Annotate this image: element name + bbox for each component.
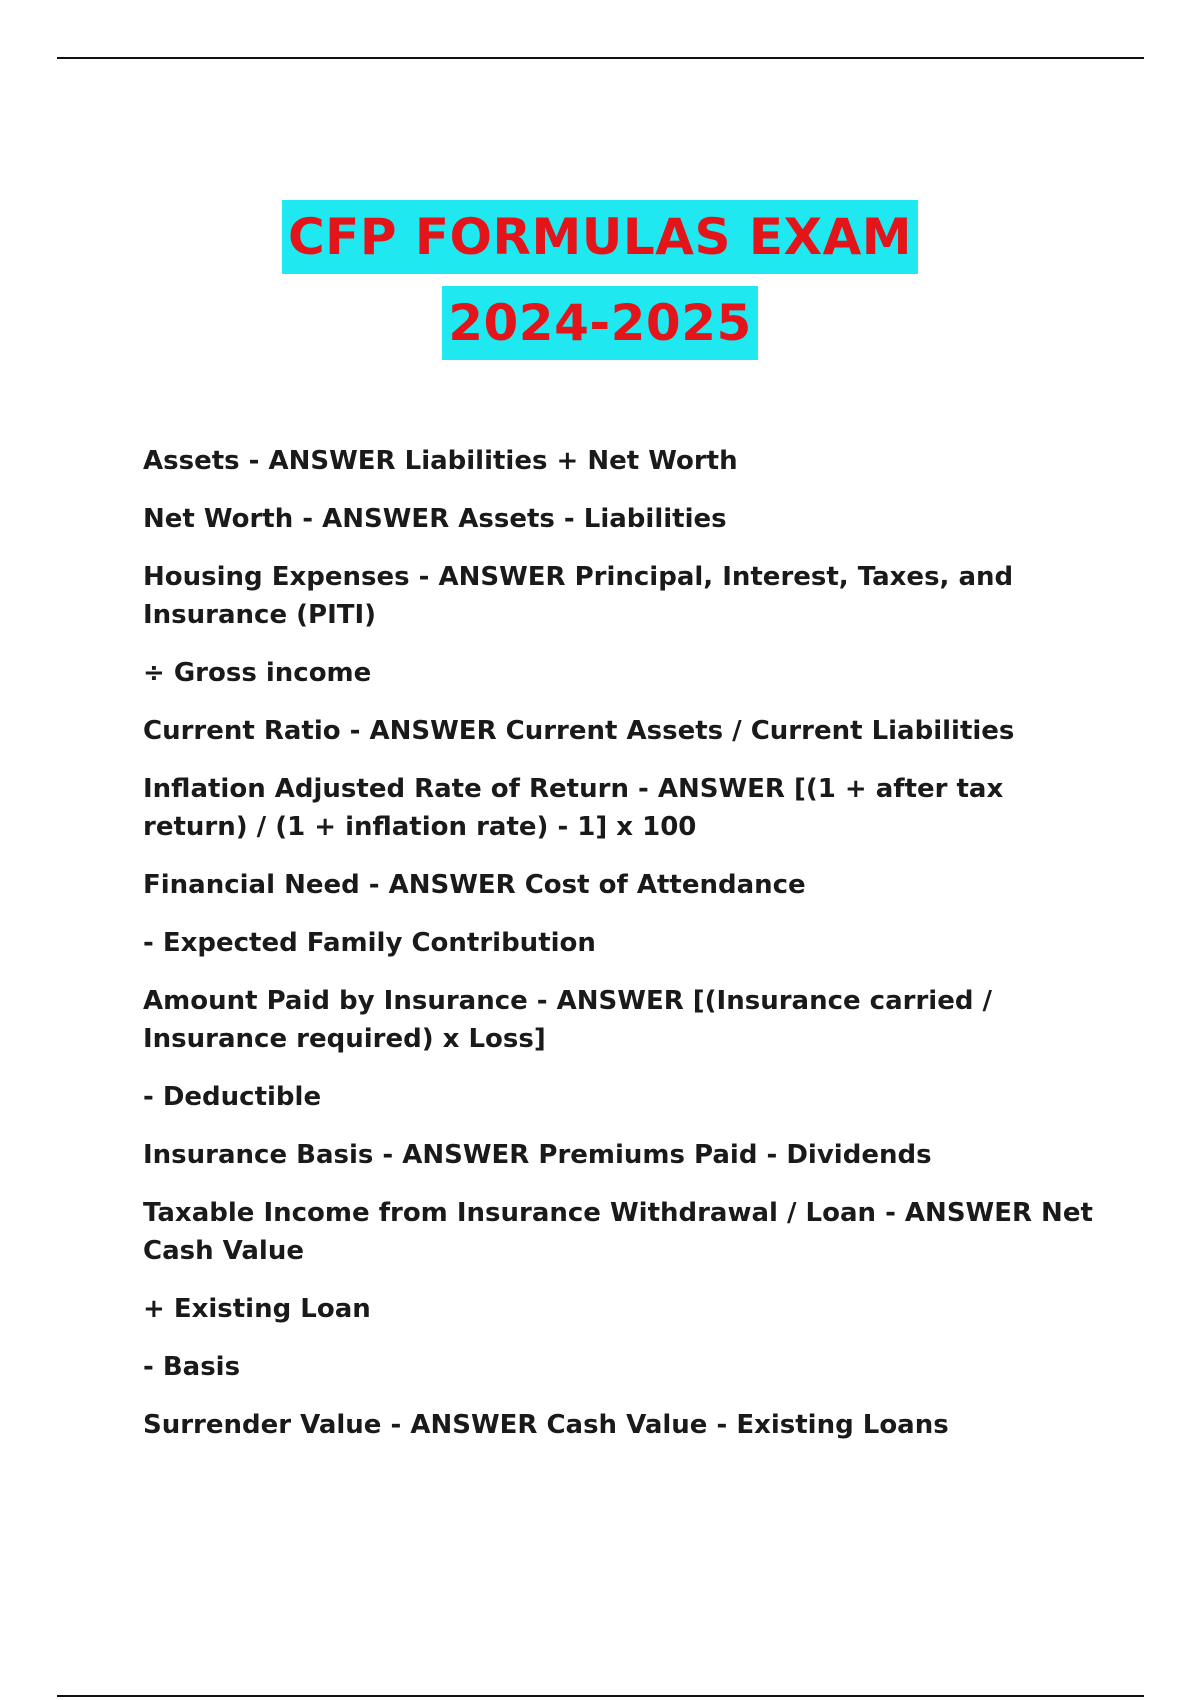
- entry-gross-income: ÷ Gross income: [143, 658, 372, 688]
- top-divider: [57, 57, 1144, 59]
- entry-deductible: - Deductible: [143, 1082, 322, 1112]
- title-line-2: 2024-2025: [442, 286, 758, 360]
- title-line-1: CFP FORMULAS EXAM: [282, 200, 918, 274]
- entry-housing-expenses: Housing Expenses - ANSWER Principal, Interest, Taxes, and Insurance (PITI): [143, 562, 1014, 630]
- entry-current-ratio: Current Ratio - ANSWER Current Assets / Current Liabilities: [143, 716, 1015, 746]
- entry-assets: Assets - ANSWER Liabilities + Net Worth: [143, 446, 738, 476]
- entry-inflation-adjusted-return: Inflation Adjusted Rate of Return - ANSWER [(1 + after tax return) / (1 + inflation rate) - 1] x 100: [143, 774, 1004, 842]
- entry-financial-need: Financial Need - ANSWER Cost of Attendance: [143, 870, 806, 900]
- entry-insurance-basis: Insurance Basis - ANSWER Premiums Paid - Dividends: [143, 1140, 932, 1170]
- entry-surrender-value: Surrender Value - ANSWER Cash Value - Existing Loans: [143, 1410, 949, 1440]
- entry-taxable-income-withdrawal: Taxable Income from Insurance Withdrawal / Loan - ANSWER Net Cash Value: [143, 1198, 1093, 1266]
- entry-expected-family-contribution: - Expected Family Contribution: [143, 928, 596, 958]
- entry-amount-paid-by-insurance: Amount Paid by Insurance - ANSWER [(Insurance carried / Insurance required) x Loss]: [143, 986, 992, 1054]
- document-title: [0, 200, 1200, 360]
- entry-existing-loan: + Existing Loan: [143, 1294, 371, 1324]
- entry-net-worth: Net Worth - ANSWER Assets - Liabilities: [143, 504, 727, 534]
- bottom-divider: [57, 1695, 1144, 1697]
- formula-list: [143, 442, 1103, 1464]
- entry-basis: - Basis: [143, 1352, 241, 1382]
